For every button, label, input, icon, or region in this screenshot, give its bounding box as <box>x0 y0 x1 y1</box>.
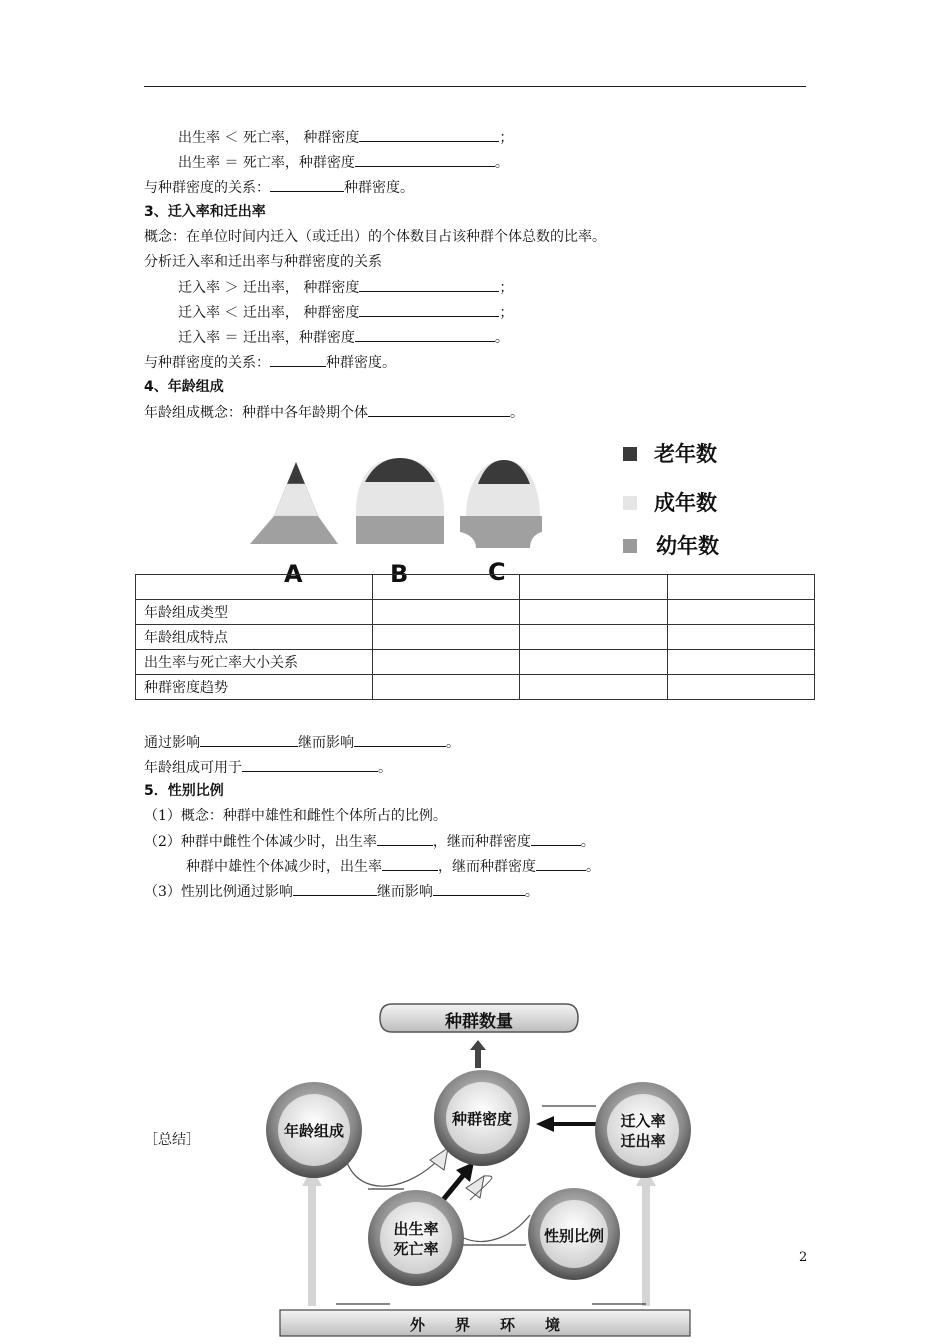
legend-young-swatch <box>623 539 637 553</box>
fill-blank[interactable] <box>382 856 438 871</box>
legend-adult-label: 成年数 <box>654 491 717 515</box>
section-4-heading: 4、年龄组成 <box>144 379 224 395</box>
figure-label-c: C <box>488 558 506 586</box>
fill-blank[interactable] <box>433 881 525 896</box>
table-row-label: 年龄组成类型 <box>136 600 373 625</box>
table-header-cell <box>520 575 667 600</box>
fill-blank[interactable] <box>531 831 581 846</box>
table-cell[interactable] <box>373 600 520 625</box>
pyramid-c <box>460 460 542 548</box>
fill-blank[interactable] <box>377 831 433 846</box>
legend-old-swatch <box>623 447 637 461</box>
table-cell[interactable] <box>520 675 667 700</box>
summary-label: ［总结］ <box>144 1132 200 1148</box>
migration-line-3: 迁入率 ＝ 迁出率，种群密度 。 <box>178 327 509 348</box>
age-influence-line: 通过影响 继而影响 。 <box>144 732 460 753</box>
node-migration-label-1: 迁入率 <box>620 1112 666 1130</box>
table-cell[interactable] <box>520 600 667 625</box>
table-cell[interactable] <box>667 600 814 625</box>
table-row <box>136 575 815 600</box>
table-row-label: 年龄组成特点 <box>136 625 373 650</box>
age-usage-line: 年龄组成可用于 。 <box>144 757 392 778</box>
fill-blank[interactable] <box>242 757 378 772</box>
node-age-label: 年龄组成 <box>283 1122 344 1140</box>
legend-adult-swatch <box>623 496 637 510</box>
table-row <box>136 650 815 675</box>
sex-ratio-item-3: （3）性别比例通过影响 继而影响 。 <box>144 881 539 902</box>
age-structure-figure <box>240 440 830 590</box>
migration-line-1: 迁入率 ＞ 迁出率， 种群密度 ； <box>178 277 513 298</box>
fill-blank[interactable] <box>359 277 499 292</box>
fill-blank[interactable] <box>355 327 495 342</box>
section-3-heading: 3、迁入率和迁出率 <box>144 204 266 220</box>
table-header-cell <box>373 575 520 600</box>
legend-young-label: 幼年数 <box>656 534 719 558</box>
header-rule <box>144 86 806 87</box>
fill-blank[interactable] <box>359 302 499 317</box>
table-cell[interactable] <box>373 625 520 650</box>
table-cell[interactable] <box>373 675 520 700</box>
fill-blank[interactable] <box>368 402 510 417</box>
summary-diagram <box>0 990 950 1344</box>
node-birth-label-2: 死亡率 <box>393 1240 439 1258</box>
table-row <box>136 625 815 650</box>
sex-ratio-item-2b: 种群中雄性个体减少时，出生率 ，继而种群密度 。 <box>186 856 600 877</box>
figure-label-b: B <box>390 560 409 588</box>
bottom-box-label: 外 界 环 境 <box>409 1316 560 1334</box>
table-header-cell <box>136 575 373 600</box>
table-cell[interactable] <box>667 650 814 675</box>
node-birth-label-1: 出生率 <box>393 1220 439 1238</box>
table-row-label: 出生率与死亡率大小关系 <box>136 650 373 675</box>
birth-death-line-1: 出生率 ＜ 死亡率， 种群密度 ； <box>178 127 513 148</box>
migration-relation: 与种群密度的关系： 种群密度。 <box>144 352 396 373</box>
sex-ratio-concept: （1）概念：种群中雄性和雌性个体所占的比例。 <box>144 808 447 824</box>
table-header-cell <box>667 575 814 600</box>
table-row <box>136 675 815 700</box>
migration-concept: 概念：在单位时间内迁入（或迁出）的个体数目占该种群个体总数的比率。 <box>144 229 606 245</box>
table-cell[interactable] <box>667 675 814 700</box>
node-sex-label: 性别比例 <box>543 1227 604 1245</box>
table-cell[interactable] <box>520 650 667 675</box>
table-cell[interactable] <box>667 625 814 650</box>
page-number: 2 <box>799 1250 808 1265</box>
pyramid-a <box>250 462 338 544</box>
figure-label-a: A <box>284 560 303 588</box>
table-cell[interactable] <box>373 650 520 675</box>
age-concept: 年龄组成概念：种群中各年龄期个体 。 <box>144 402 524 423</box>
sex-ratio-item-2: （2）种群中雌性个体减少时，出生率 ，继而种群密度 。 <box>144 831 595 852</box>
fill-blank[interactable] <box>293 881 377 896</box>
fill-blank[interactable] <box>270 177 344 192</box>
migration-line-2: 迁入率 ＜ 迁出率， 种群密度 ； <box>178 302 513 323</box>
table-row-label: 种群密度趋势 <box>136 675 373 700</box>
legend-old-label: 老年数 <box>654 442 717 466</box>
node-density-label: 种群密度 <box>451 1110 512 1128</box>
fill-blank[interactable] <box>270 352 326 367</box>
migration-analysis: 分析迁入率和迁出率与种群密度的关系 <box>144 254 382 270</box>
fill-blank[interactable] <box>354 732 446 747</box>
fill-blank[interactable] <box>359 127 499 142</box>
table-cell[interactable] <box>520 625 667 650</box>
section-5-heading: 5．性别比例 <box>144 783 224 799</box>
fill-blank[interactable] <box>200 732 298 747</box>
birth-death-line-2: 出生率 ＝ 死亡率，种群密度 。 <box>178 152 509 173</box>
fill-blank[interactable] <box>355 152 495 167</box>
arrow-to-top <box>470 1040 486 1068</box>
node-migration-label-2: 迁出率 <box>620 1132 666 1150</box>
fill-blank[interactable] <box>536 856 586 871</box>
table-row <box>136 600 815 625</box>
pyramid-b <box>356 458 444 544</box>
age-structure-table <box>135 574 815 700</box>
top-box-label: 种群数量 <box>445 1012 513 1032</box>
birth-death-relation: 与种群密度的关系： 种群密度。 <box>144 177 414 198</box>
